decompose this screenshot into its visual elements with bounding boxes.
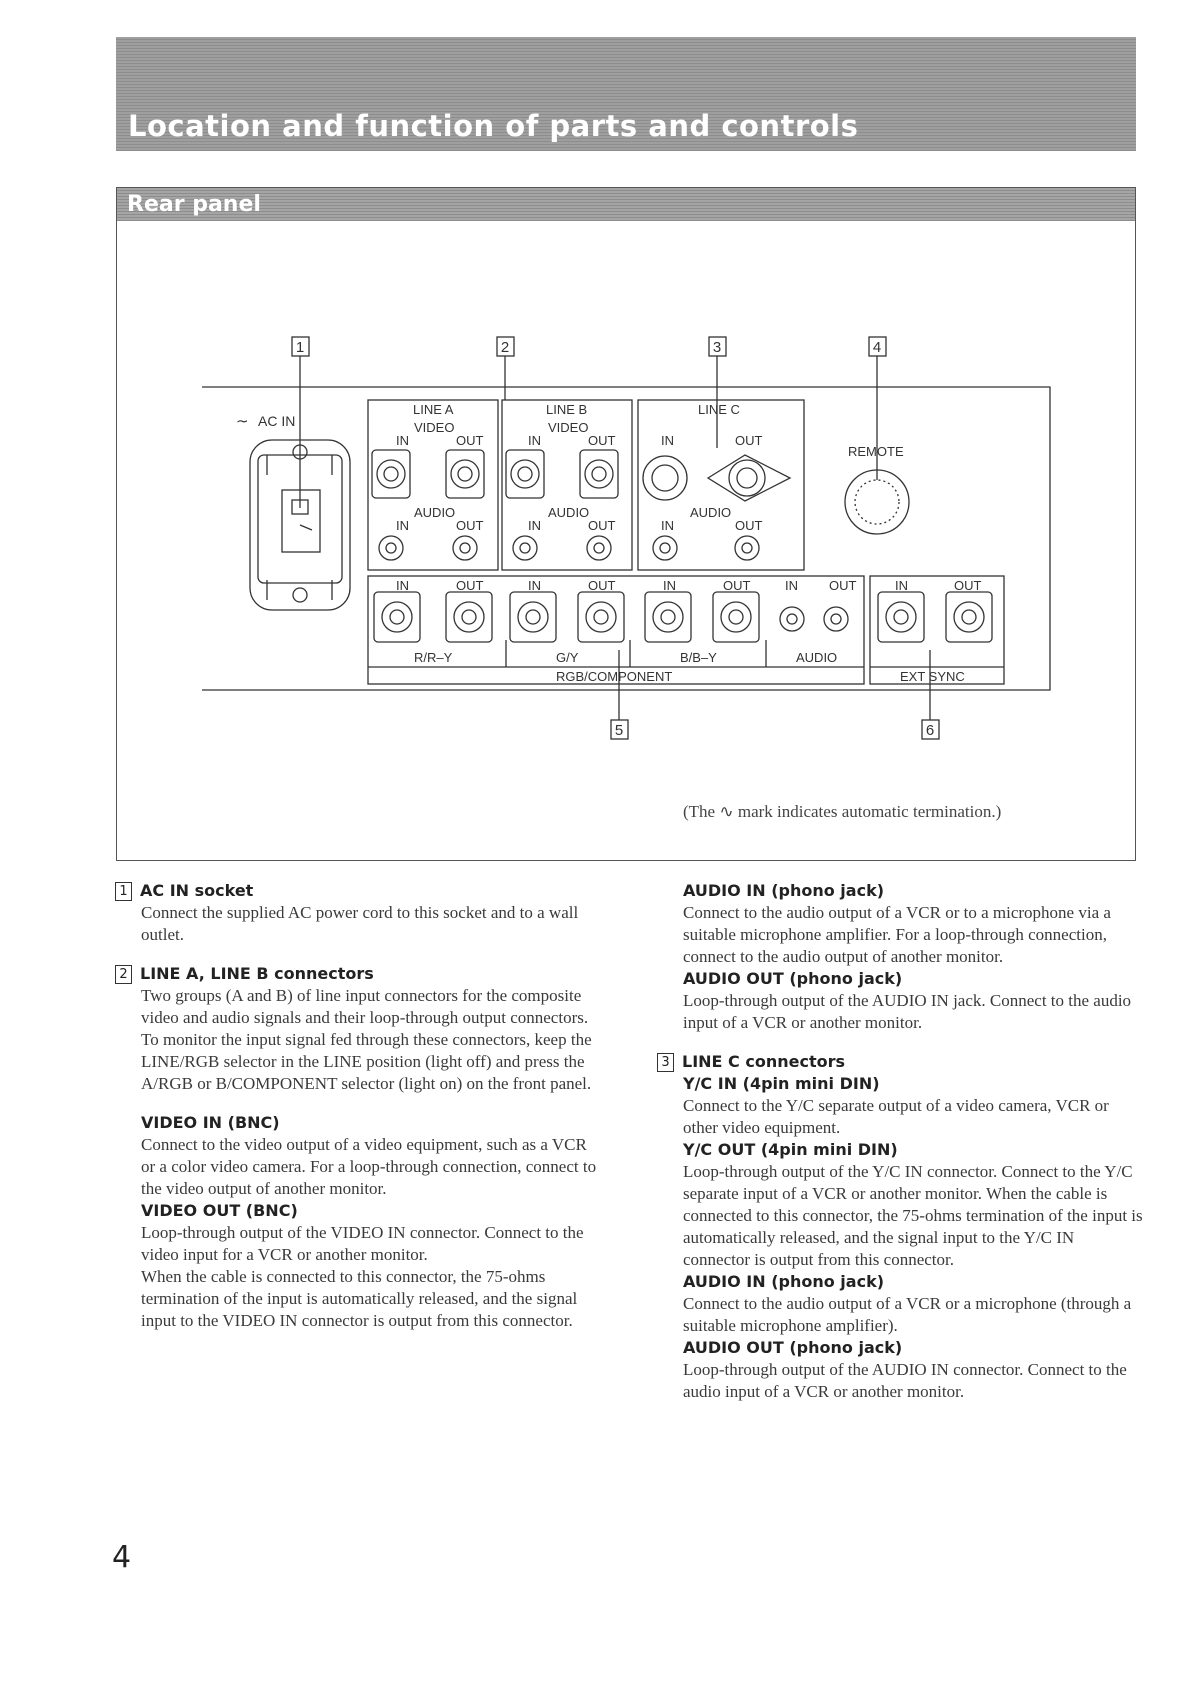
section-2-heading <box>119 963 601 985</box>
b-by-in-label: IN <box>663 578 676 593</box>
r-ry-label: R/R–Y <box>414 650 453 665</box>
section-number: 2 <box>115 965 132 984</box>
section-1-heading <box>119 880 601 902</box>
heading-text: LINE A, LINE B connectors <box>140 964 374 983</box>
jack-b-by-in[interactable] <box>645 592 691 642</box>
heading-text: AC IN socket <box>140 881 254 900</box>
callout-5 <box>611 720 628 739</box>
jack-yc-in[interactable] <box>643 456 687 500</box>
audio-lower-out-label: OUT <box>829 578 857 593</box>
g-y-label: G/Y <box>556 650 579 665</box>
termination-note <box>683 802 1001 822</box>
line-c-audio-label: AUDIO <box>690 505 732 520</box>
line-b-in-label: IN <box>528 433 541 448</box>
termination-icon: ∿ <box>719 802 734 821</box>
line-b-video-label: VIDEO <box>548 420 589 435</box>
line-c-out-label: OUT <box>735 433 763 448</box>
jack-line-a-video-out[interactable] <box>446 450 484 498</box>
jack-line-b-audio-out[interactable] <box>587 536 611 560</box>
note-text-before: (The <box>683 802 716 821</box>
ext-sync-in-label: IN <box>895 578 908 593</box>
audio-out-text: Loop-through output of the AUDIO IN jack. Connect to the audio input of a VCR or another monitor. <box>683 991 1132 1032</box>
callout-3 <box>709 337 726 356</box>
jack-b-by-out[interactable] <box>713 592 759 642</box>
note-text-after: mark indicates automatic termination.) <box>737 802 1002 821</box>
page-title: Location and function of parts and controls <box>128 109 859 143</box>
audio-lower-in-label: IN <box>785 578 798 593</box>
callout-6 <box>922 720 939 739</box>
line-a-video-label: VIDEO <box>414 420 455 435</box>
jack-line-c-audio-out[interactable] <box>735 536 759 560</box>
video-in-heading: VIDEO IN (BNC) <box>141 1113 280 1132</box>
yc-in-heading: Y/C IN (4pin mini DIN) <box>683 1074 880 1093</box>
svg-text:3: 3 <box>712 339 722 356</box>
line-a-audio-label: AUDIO <box>414 505 456 520</box>
jack-line-b-video-out[interactable] <box>580 450 618 498</box>
line-b-audio-out-label: OUT <box>588 518 616 533</box>
jack-yc-out[interactable] <box>708 455 790 501</box>
line-c-block <box>638 400 804 570</box>
audio-lower-label: AUDIO <box>796 650 838 665</box>
line-a-in-label: IN <box>396 433 409 448</box>
rear-panel-title: Rear panel <box>127 192 261 217</box>
jack-line-a-audio-out[interactable] <box>453 536 477 560</box>
line-c-label: LINE C <box>698 402 740 417</box>
jack-line-a-audio-in[interactable] <box>379 536 403 560</box>
section-number: 3 <box>657 1053 674 1072</box>
b-by-out-label: OUT <box>723 578 751 593</box>
right-column <box>661 880 1143 1403</box>
audio-in-heading: AUDIO IN (phono jack) <box>683 881 885 900</box>
line-b-label: LINE B <box>546 402 588 417</box>
callout-1 <box>292 337 309 356</box>
line-c-audio-out-text: Loop-through output of the AUDIO IN connector. Connect to the audio input of a VCR or another monitor. <box>683 1360 1127 1401</box>
heading-text: LINE C connectors <box>682 1052 845 1071</box>
audio-in-text: Connect to the audio output of a VCR or to a microphone via a suitable microphone amplifier. For a loop-through connection, connect to the audio output of another monitor. <box>683 903 1111 966</box>
line-a-out-label: OUT <box>456 433 484 448</box>
jack-ext-sync-in[interactable] <box>878 592 924 642</box>
r-ry-out-label: OUT <box>456 578 484 593</box>
line-c-in-label: IN <box>661 433 674 448</box>
jack-r-ry-in[interactable] <box>374 592 420 642</box>
left-column <box>119 880 601 1332</box>
audio-out-heading: AUDIO OUT (phono jack) <box>683 969 903 988</box>
g-y-in-label: IN <box>528 578 541 593</box>
jack-ext-sync-out[interactable] <box>946 592 992 642</box>
svg-text:5: 5 <box>614 722 624 739</box>
section-3-heading <box>661 1051 1143 1073</box>
r-ry-in-label: IN <box>396 578 409 593</box>
line-b-audio-label: AUDIO <box>548 505 590 520</box>
section-2-text-2: To monitor the input signal fed through these connectors, keep the LINE/RGB selector in the LINE position (light off) and press the A/RGB or B/COMPONENT selector (light on) on the front panel. <box>141 1030 592 1093</box>
yc-out-heading: Y/C OUT (4pin mini DIN) <box>683 1140 898 1159</box>
yc-in-text: Connect to the Y/C separate output of a video camera, VCR or other video equipment. <box>683 1096 1109 1137</box>
line-c-audio-in-heading: AUDIO IN (phono jack) <box>683 1272 885 1291</box>
line-a-audio-in-label: IN <box>396 518 409 533</box>
jack-r-ry-out[interactable] <box>446 592 492 642</box>
section-2-text-1: Two groups (A and B) of line input connectors for the composite video and audio signals and their loop-through output connectors. <box>141 986 589 1027</box>
svg-text:4: 4 <box>872 339 882 356</box>
ext-sync-out-label: OUT <box>954 578 982 593</box>
svg-text:6: 6 <box>925 722 935 739</box>
svg-text:1: 1 <box>295 339 305 356</box>
b-by-label: B/B–Y <box>680 650 717 665</box>
page-number: 4 <box>112 1540 132 1575</box>
section-number: 1 <box>115 882 132 901</box>
line-c-audio-out-heading: AUDIO OUT (phono jack) <box>683 1338 903 1357</box>
jack-g-y-in[interactable] <box>510 592 556 642</box>
video-in-text: Connect to the video output of a video equipment, such as a VCR or a color video camera. For a loop-through connection, connect to the video output of another monitor. <box>141 1135 597 1198</box>
g-y-out-label: OUT <box>588 578 616 593</box>
jack-line-a-video-in[interactable] <box>372 450 410 498</box>
ac-symbol: ∼ <box>236 413 249 430</box>
section-1-text: Connect the supplied AC power cord to this socket and to a wall outlet. <box>141 903 579 944</box>
svg-text:2: 2 <box>500 339 510 356</box>
remote-label: REMOTE <box>848 444 904 459</box>
line-c-audio-in-text: Connect to the audio output of a VCR or a microphone (through a suitable microphone amplifier). <box>683 1294 1132 1335</box>
callout-4 <box>869 337 886 356</box>
video-out-text-1: Loop-through output of the VIDEO IN connector. Connect to the video input for a VCR or another monitor. <box>141 1223 584 1264</box>
line-b-audio-in-label: IN <box>528 518 541 533</box>
ext-sync-label: EXT SYNC <box>900 669 965 684</box>
jack-line-b-video-in[interactable] <box>506 450 544 498</box>
jack-line-c-audio-in[interactable] <box>653 536 677 560</box>
jack-audio-lower-out[interactable] <box>824 607 848 631</box>
video-out-text-2: When the cable is connected to this connector, the 75-ohms termination of the input is automatically released, and the signal input to the VIDEO IN connector is output from this connector. <box>141 1267 578 1330</box>
jack-line-b-audio-in[interactable] <box>513 536 537 560</box>
callout-2 <box>497 337 514 356</box>
ac-in-label: AC IN <box>258 413 296 429</box>
line-c-audio-out-label: OUT <box>735 518 763 533</box>
rgb-component-label: RGB/COMPONENT <box>556 669 673 684</box>
yc-out-text: Loop-through output of the Y/C IN connector. Connect to the Y/C separate input of a VCR or another monitor. When the cable is connected to this connector, the 75-ohms termination of the input is automatically released, and the signal input to the Y/C IN connector is output from this connector. <box>683 1162 1143 1269</box>
video-out-heading: VIDEO OUT (BNC) <box>141 1201 298 1220</box>
jack-g-y-out[interactable] <box>578 592 624 642</box>
line-a-label: LINE A <box>413 402 454 417</box>
line-c-audio-in-label: IN <box>661 518 674 533</box>
jack-audio-lower-in[interactable] <box>780 607 804 631</box>
line-a-audio-out-label: OUT <box>456 518 484 533</box>
line-b-out-label: OUT <box>588 433 616 448</box>
